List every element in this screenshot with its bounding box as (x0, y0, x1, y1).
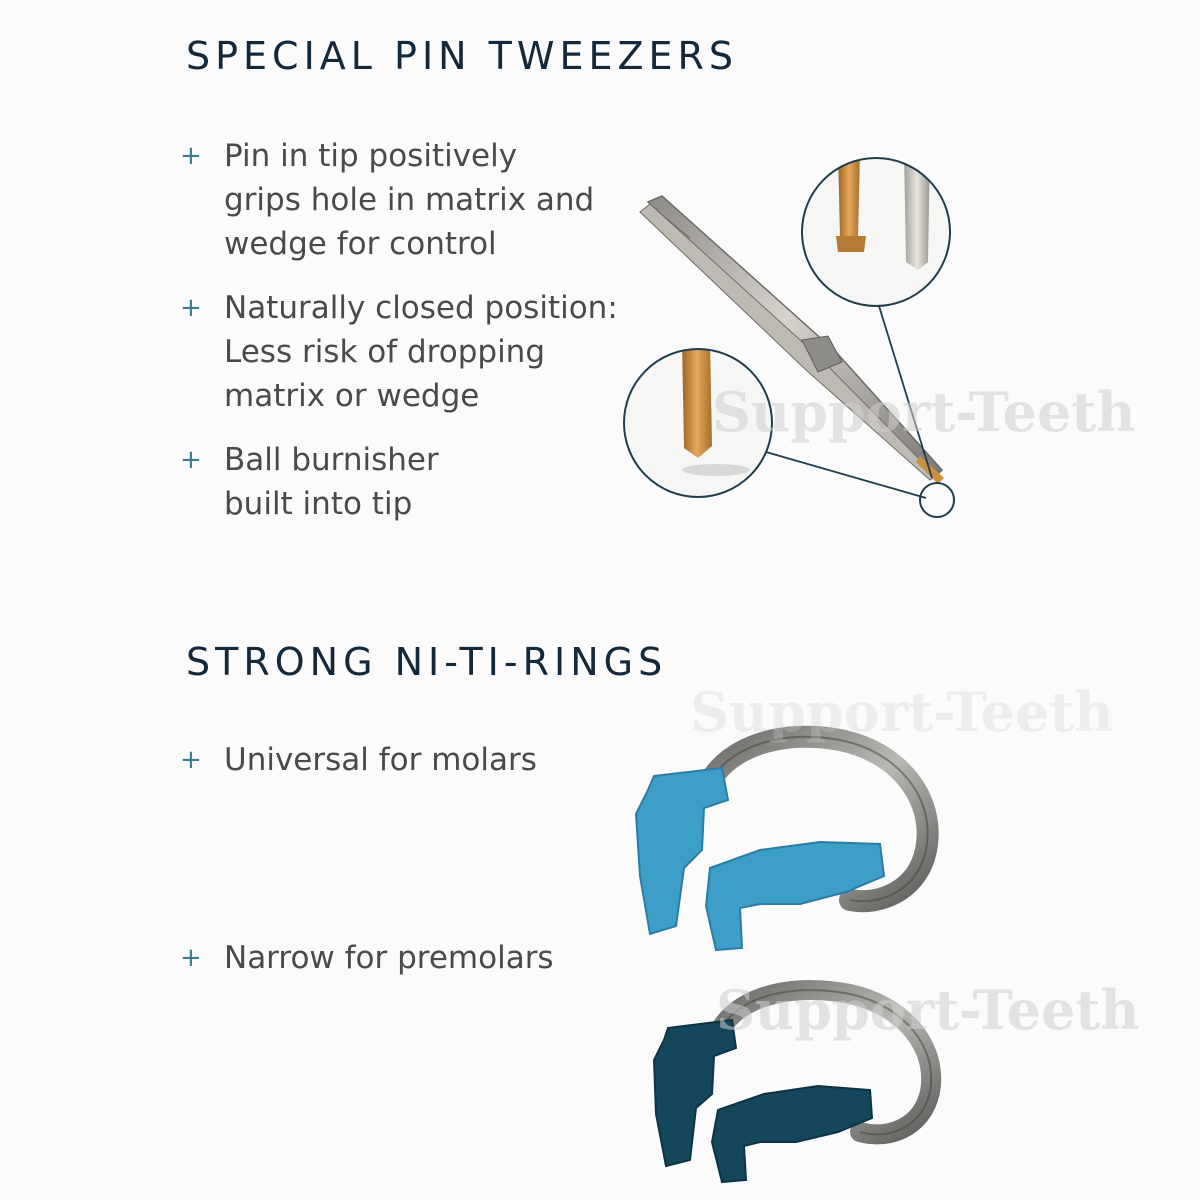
section-title-rings: STRONG NI-TI-RINGS (186, 640, 668, 684)
plus-icon: + (180, 745, 202, 775)
plus-icon: + (180, 293, 202, 323)
watermark-text: Support-Teeth (690, 680, 1114, 744)
section-title-tweezers: SPECIAL PIN TWEEZERS (186, 34, 739, 78)
feature-text: Ball burnisher built into tip (224, 442, 439, 522)
watermark-text: Support-Teeth (712, 380, 1136, 444)
plus-icon: + (180, 141, 202, 171)
plus-icon: + (180, 445, 202, 475)
feature-text: Universal for molars (224, 742, 537, 778)
magnifier-circle-icon (920, 483, 954, 517)
feature-text: Narrow for premolars (224, 940, 554, 976)
plus-icon: + (180, 943, 202, 973)
watermark-text: Support-Teeth (716, 978, 1140, 1042)
feature-text: Pin in tip positively grips hole in matrix and wedge for control (224, 138, 595, 262)
feature-text: Naturally closed position: Less risk of dropping matrix or wedge (224, 290, 618, 414)
niti-ring-molar-image (636, 737, 928, 950)
